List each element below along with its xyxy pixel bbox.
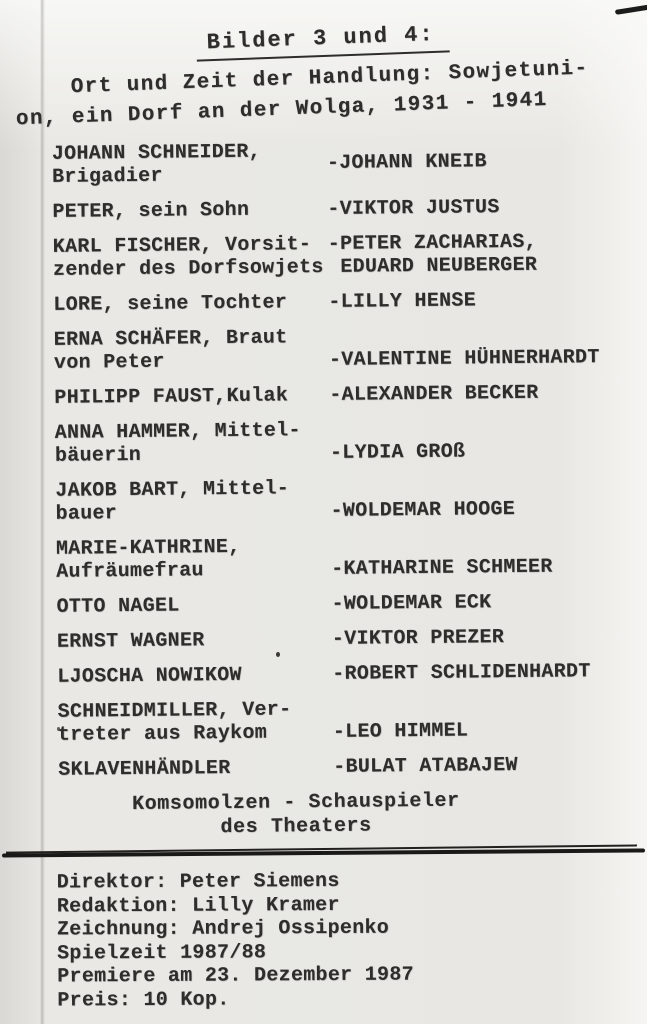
cast-list <box>0 137 647 783</box>
cast-actor: -VIKTOR JUSTUS <box>327 196 500 221</box>
divider-rule <box>0 845 647 859</box>
setting-note-line1: Ort und Zeit der Handlung: Sowjetuni- <box>70 57 589 100</box>
cast-role: PHILIPP FAUST,Kulak <box>54 384 289 410</box>
cast-actor: -VALENTINE HÜHNERHARDT <box>328 346 600 372</box>
cast-row <box>57 625 647 654</box>
cast-actor: -LYDIA GROß <box>329 440 466 465</box>
cast-role: JOHANN SCHNEIDER, Brigadier <box>51 140 262 189</box>
cast-actor: -LEO HIMMEL <box>332 719 469 744</box>
cast-row <box>58 695 647 747</box>
cast-row <box>55 416 647 468</box>
cast-actor: -WOLDEMAR ECK <box>331 591 492 616</box>
cast-role: SKLAVENHÄNDLER <box>58 756 231 782</box>
cast-row <box>53 288 645 317</box>
cast-actor: -PETER ZACHARIAS, EDUARD NEUBERGER <box>327 230 538 279</box>
cast-role: ERNST WAGNER <box>56 629 205 654</box>
cast-role: ERNA SCHÄFER, Braut von Peter <box>53 326 288 375</box>
ensemble-note-line1: Komsomolzen - Schauspieler <box>131 789 460 817</box>
cast-actor: -BULAT ATABAJEW <box>333 753 518 779</box>
page-header <box>0 0 647 136</box>
cast-row <box>55 474 647 526</box>
credit-premiere: Premiere am 23. Dezember 1987 <box>57 963 415 989</box>
cast-actor: -LILLY HENSE <box>328 289 477 314</box>
cast-role: OTTO NAGEL <box>56 594 180 619</box>
cast-role: LORE, seine Tochter <box>53 291 288 317</box>
cast-role: MARIE-KATHRINE, Aufräumefrau <box>55 535 241 584</box>
cast-role: ANNA HAMMER, Mittel- bäuerin <box>54 419 301 468</box>
ensemble-note-line2: des Theaters <box>220 814 372 840</box>
cast-actor: -VIKTOR PREZER <box>331 626 505 651</box>
page-title: Bilder 3 und 4: <box>196 21 449 61</box>
cast-actor: -KATHARINE SCHMEER <box>331 555 553 581</box>
cast-role: LJOSCHA NOWIKOW <box>57 663 242 689</box>
cast-role: KARL FISCHER, Vorsit- zender des Dorfsowjets <box>52 233 324 282</box>
credits-block <box>0 868 647 1012</box>
cast-row <box>56 532 647 584</box>
credit-preis: Preis: 10 Kop. <box>57 987 230 1012</box>
cast-row <box>56 590 647 619</box>
cast-actor: -WOLDEMAR HOOGE <box>330 497 516 523</box>
credit-redaktion: Redaktion: Lilly Kramer <box>56 893 340 918</box>
cast-role: SCHNEIDMILLER, Ver- treter aus Raykom <box>57 698 292 747</box>
cast-actor: -JOHANN KNEIB <box>326 149 487 175</box>
cast-row <box>52 195 644 224</box>
ensemble-note <box>0 788 647 843</box>
cast-actor: -ROBERT SCHLIDENHARDT <box>332 660 591 686</box>
cast-role: JAKOB BART, Mittel- bauer <box>55 477 290 526</box>
credit-director: Direktor: Peter Siemens <box>56 869 340 895</box>
cast-role: PETER, sein Sohn <box>52 198 250 224</box>
cast-row <box>57 660 647 689</box>
cast-row <box>58 753 647 782</box>
cast-row <box>52 137 644 189</box>
cast-row <box>53 230 645 282</box>
credit-spielzeit: Spielzeit 1987/88 <box>57 940 267 965</box>
setting-note-line2: on, ein Dorf an der Wolga, 1931 - 1941 <box>15 88 549 132</box>
cast-row <box>54 323 646 375</box>
cast-actor: -ALEXANDER BECKER <box>329 381 539 407</box>
credit-zeichnung: Zeichnung: Andrej Ossipenko <box>56 916 390 942</box>
cast-row <box>54 381 646 410</box>
